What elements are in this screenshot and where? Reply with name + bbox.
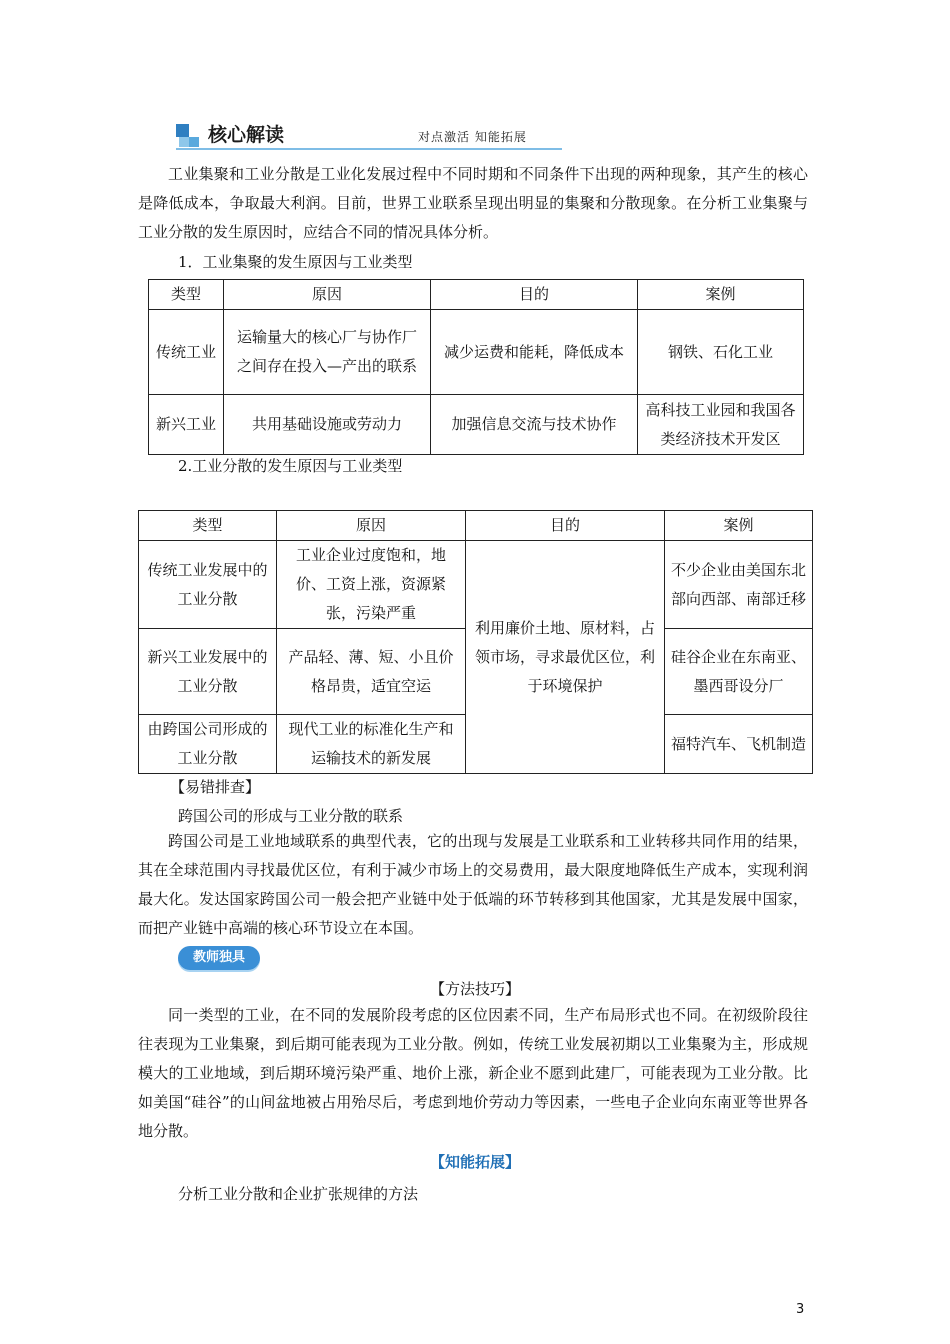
section-title: 核心解读 <box>208 124 285 146</box>
section-logo-icon <box>176 124 202 150</box>
table-row <box>149 310 804 395</box>
table-header-cell: 目的 <box>466 511 665 541</box>
table-cell: 钢铁、石化工业 <box>638 310 804 395</box>
table-cell: 新兴工业 <box>149 395 224 455</box>
table-header-cell: 案例 <box>638 280 804 310</box>
table-cell: 传统工业 <box>149 310 224 395</box>
intro-paragraph: 工业集聚和工业分散是工业化发展过程中不同时期和不同条件下出现的两种现象，其产生的核心是降低成本，争取最大利润。目前，世界工业联系呈现出明显的集聚和分散现象。在分析工业集聚与工业分散的发生原因时，应结合不同的情况具体分析。 <box>138 165 808 241</box>
section-subtitle: 对点激活 知能拓展 <box>418 130 527 144</box>
table-header-row <box>149 280 804 310</box>
table-cell: 新兴工业发展中的工业分散 <box>139 629 277 715</box>
method-paragraph: 同一类型的工业，在不同的发展阶段考虑的区位因素不同，生产布局形式也不同。在初级阶段往往表现为工业集聚，到后期可能表现为工业分散。例如，传统工业发展初期以工业集聚为主，形成规模大的工业地域，到后期环境污染严重、地价上涨，新企业不愿到此建厂，可能表现为工业分散。比如美国“硅谷”的山间盆地被占用殆尽后，考虑到地价劳动力等因素，一些电子企业向东南亚等世界各地分散。 <box>138 1006 808 1140</box>
table-header-cell: 类型 <box>139 511 277 541</box>
table-cell: 传统工业发展中的工业分散 <box>139 541 277 629</box>
section-header <box>176 118 562 152</box>
table-cell: 工业企业过度饱和，地价、工资上涨，资源紧张，污染严重 <box>277 541 466 629</box>
page-number: 3 <box>796 1302 805 1317</box>
table-header-cell: 类型 <box>149 280 224 310</box>
extension-label: 【知能拓展】 <box>429 1153 520 1171</box>
table-header-cell: 目的 <box>431 280 638 310</box>
table-header-row <box>139 511 813 541</box>
table-cell: 产品轻、薄、短、小且价格昂贵，适宜空运 <box>277 629 466 715</box>
table-cell: 福特汽车、飞机制造 <box>665 715 813 774</box>
table2-heading: 2.工业分散的发生原因与工业类型 <box>178 457 403 475</box>
table-cell: 高科技工业园和我国各类经济技术开发区 <box>638 395 804 455</box>
table-cell: 运输量大的核心厂与协作厂之间存在投入—产出的联系 <box>224 310 431 395</box>
table1-heading: 1．工业集聚的发生原因与工业类型 <box>178 253 413 271</box>
table-row <box>149 395 804 455</box>
error-check-topic: 跨国公司的形成与工业分散的联系 <box>178 807 404 825</box>
error-check-paragraph: 跨国公司是工业地域联系的典型代表，它的出现与发展是工业联系和工业转移共同作用的结果，其在全球范围内寻找最优区位，有利于减少市场上的交易费用，最大限度地降低生产成本，实现利润最大化。发达国家跨国公司一般会把产业链中处于低端的环节转移到其他国家，尤其是发展中国家，而把产业链中高端的核心环节设立在本国。 <box>138 832 808 937</box>
agglomeration-table <box>148 279 804 455</box>
teacher-exclusive-badge: 教师独具 <box>178 946 260 970</box>
table-cell-purpose: 利用廉价土地、原材料，占领市场，寻求最优区位，利于环境保护 <box>466 541 665 774</box>
table-header-cell: 原因 <box>224 280 431 310</box>
table-row <box>139 541 813 629</box>
table-cell: 减少运费和能耗，降低成本 <box>431 310 638 395</box>
table-cell: 不少企业由美国东北部向西部、南部迁移 <box>665 541 813 629</box>
table-cell: 加强信息交流与技术协作 <box>431 395 638 455</box>
error-check-label: 【易错排查】 <box>170 778 261 796</box>
table-cell: 共用基础设施或劳动力 <box>224 395 431 455</box>
table-cell: 现代工业的标准化生产和运输技术的新发展 <box>277 715 466 774</box>
table-cell: 硅谷企业在东南亚、墨西哥设分厂 <box>665 629 813 715</box>
section-underline <box>176 148 562 150</box>
table-header-cell: 原因 <box>277 511 466 541</box>
method-label: 【方法技巧】 <box>429 980 520 998</box>
table-header-cell: 案例 <box>665 511 813 541</box>
extension-text: 分析工业分散和企业扩张规律的方法 <box>178 1185 419 1203</box>
table-cell: 由跨国公司形成的工业分散 <box>139 715 277 774</box>
dispersion-table <box>138 510 813 774</box>
